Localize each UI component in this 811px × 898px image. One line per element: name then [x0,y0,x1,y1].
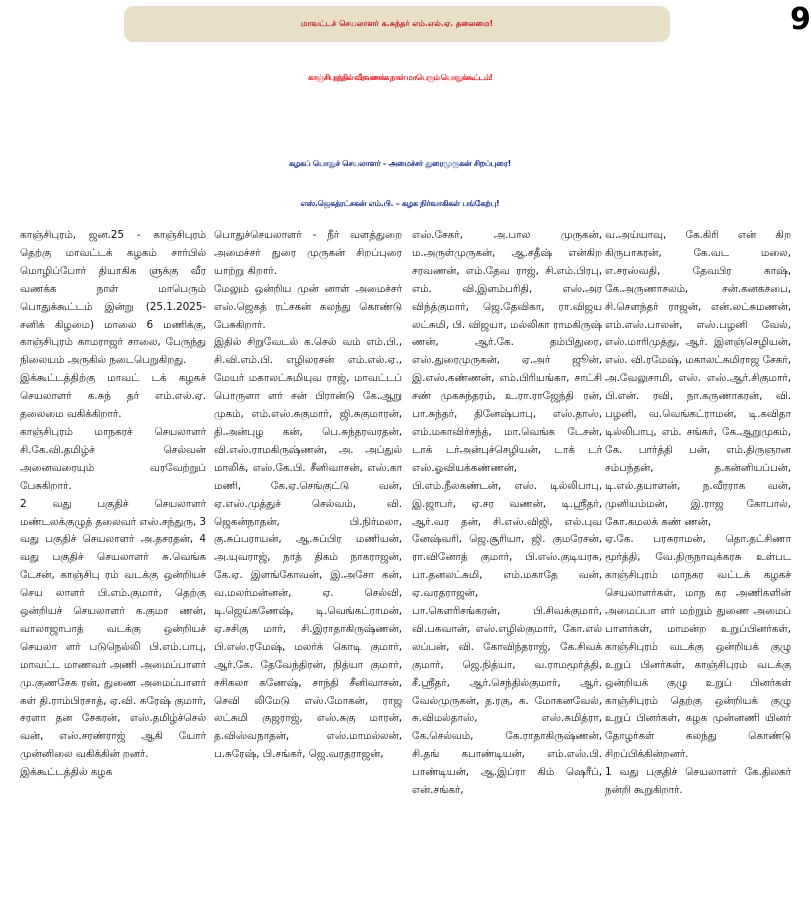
article-column-3: எஸ்.சேகர், அ.பால முருகன், ம.அருள்முருகன், ஆ.சதீஷ் என்கிற சரவணன், எம்.தேவ ராஜ், சி.எம்.பிரபு, எம். வி.இளம்பரிதி, எஸ்.அர விந்த்குமார், ஜெ.தேவிகா, ரா.விஜய லட்சுமி, பி. விஜயா, மல்லிகா ராமகிருஷ் ணன், ஆர்.கே. தம்பிதுரை, எஸ்.துரைமுருகன், ஏ.அர் ஜூன், இ.எஸ்.கண்ணன், எம்.பிரியங்கா, சாட்சி சண் முகசுந்தரம், உ.ரா.ராஜேந்தி ரன், பா.சுந்தர், தினேஷ்பாபு, எஸ்.தாஸ், எம்.மகாவிர்சந்த், மா.வெங்க டேசன், டாக் டர்அன்புச்செழியன், டாக் டர் எஸ்.ஓவியக்கண்ணன், பி.எம்.நீலகண்டன், எஸ். டில்லிபாபு, இ.ஜாபர், ஏ.சர வணன், டி.ஸ்ரீதர், ஆர்.வர தன், சி.எஸ்.விஜி, எல்.புவ னேஷ்வரி, ஜெ.சூரியா, ஜி. குமரேசன், ரா.வினோத் குமார், பி.எஸ்.குடியரசு, பா.தனலட்சுமி, எம்.மகாதே வன், ஏ.வரதராஜன், பா.கௌரிசங்கரன், பி.சிவக்குமார், வி.பகவான், எஸ்.எழில்குமார், கோ.எல் லப்பன், வி. கோவிந்தராஜ், கே.சிவக் குமார், ஜெ.நித்யா, வ.ராமமூர்த்தி, சீ.ஸ்ரீதர், ஆர்.செந்தில்குமார், ஆர். வேல்முருகன், த.ரகு, க. மோகனவேல், சு.விமல்தாஸ், எஸ்.சுமித்ரா, கே.செல்வம், கே.ராதாகிருஷ்ணன், சி.தங் கபாண்டியன், எம்.எஸ்.பி. பாண்டியன், ஆ.இப்ரா கிம் ஷெரீப், என்.சங்கர், [412,229,602,797]
kicker-banner: மாவட்டச் செயலாளர் க.சுந்தர் எம்.எல்.ஏ. தலைமை! [124,6,670,42]
headline: காஞ்சிபுரத்தில் வீரவணக்க நாள் மாபெரும் பொதுக்கூட்டம்! [307,73,493,82]
subheadline-2: எஸ்.ஜெகத்ரட்சகன் எம்.பி. – கழக நிர்வாகிகள் பங்கேற்பு! [300,199,500,208]
subheadline-1: கழகப் பொதுச் செயலாளர் - அமைச்சர் துரைமுருகன் சிறப்புரை! [288,159,512,168]
article-column-2: பொதுச்செயலாளர் - நீர் வளத்துறை அமைச்சர் துரை முருகன் சிறப்புரை யாற்று கிறார். மேலும் ஒன்றிய முன் னாள் அமைச்சர் எஸ்.ஜெகத் ரட்சகன் கலந்து கொண்டு பேசுகிறார். இதில் சிறுவேடல் க.செல் வம் எம்.பி., சி.வி.எம்.பி. எழிலரசன் எம்.எல்.ஏ., மேயர் மகாலட்சுமியுவ ராஜ், மாவட்டப் பொருளா ளர் சன் பிரான்டு கே.ஆறு முகம், எம்.எஸ்.சுகுமார், ஜி.சுகுமாரன், தி.அன்புழ கன், பெ.சுந்தரவரதன், வி.எஸ்.ராமகிருஷ்ணன், அ. அப்துல் மாலிக், எஸ்.கே.பி. சீனிவாசன், எஸ்.கா மணி, கே.ஏ.செங்குட்டு வன், ஏ.எஸ்.முத்துச் செல்வம், வி. ஜெகன்நாதன், பி.நிர்மலா, கு.சுப்பராயன், ஆ.சுப்பிர மணியன், அ.யுவராஜ், நாத் திகம் நாகராஜன், கே.ஏ. இளங்கோவன், இ.அசோ கன், வ.மலர்மன்னன், ஏ. செல்வி, டி.ஜெய்கணேஷ், டி.வெங்கட்ராமன், ஏ.சசிகு மார், சி.இராதாகிருஷ்ணன், பி.எஸ்.ரமேஷ், மலர்க் கொடி குமார், ஆர்.கே. தேவேந்திரன், நித்யா குமார், சசிகலா கணேஷ், சாந்தி சீனிவாசன், செவி லிமேடு எஸ்.மோகன், ராஜ லட்சுமி குஜராஜ், எஸ்.சுகு மாரன், த.விஸ்வநாதன், எஸ்.மாமல்லன், ப.சுரேஷ், பி.சங்கர், ஜெ.வரதராஜன், [214,229,402,761]
article-column-4: வ.அய்யாவு, கே.கிரி என் கிற கிருபாகரன், கே.வட மலை, எ.சரஸ்வதி, தேவபிர காஷ், கே.அருணாசலம், சன்.கனகசபை, சி.சௌந்தர் ராஜன், என்.லட்சுமணன், எம்.எஸ்.பாலன், எஸ்.பழனி வேல், எஸ்.மாரிமுத்து, ஆர். இளஞ்செழியன், எஸ். வி.ரமேஷ், மகாலட்சுமிராஜ சேகர், அ.வேலுசாமி, எஸ். எஸ்.ஆர்.சிகுமார், பி.என். ரவி, நா.கருணாகரன், வி. பழனி, வ.வெங்கட்ராமன், டி.கவிதா டில்லிபாபு, எம். சங்கர், கே.ஆறுமுகம், கே. பார்த்தி பன், எம்.திருஞான சம்பந்தன், த.கன்னியப்பன், டி.எல்.தயாளன், ந.வீரராக வன், முனியம்மன், இ.ராஜ கோபால், கோ.கமலக் கண் ணன், ஏ.கே. பரசுராமன், தொ.தட்சிணா மூர்த்தி, வே.திருநாவுக்கரசு உள்பட காஞ்சிபுரம் மாநகர வட்டக் கழகச் செயலாளர்கள், மாந கர அணிகளின் அமைப்பா ளர் மற்றும் துணை அமைப் பாளர்கள், மாமன்ற உறுப்பினர்கள், காஞ்சிபுரம் வடக்கு ஒன்றியக் குழு உறுப் பினர்கள், காஞ்சிபுரம் வடக்கு ஒன்றியக் குழு உறுப் பினர்கள் காஞ்சிபுரம் தெற்கு ஒன்றியக் குழு உறுப் பினர்கள், கழக முன்னணி யினர் தோழர்கள் கலந்து கொண்டு சிறப்பிக்கின்றனர். 1 வது பகுதிச் செயலாளர் கே.திலகர் நன்றி கூறுகிறார். [605,229,791,797]
article-column-1: காஞ்சிபுரம், ஜன.25 - காஞ்சிபுரம் தெற்கு மாவட்டக் கழகம் சார்பில் மொழிப்போர் தியாகிக ளுக்கு வீர வணக்க நாள் மாபெரும் பொதுக்கூட்டம் இன்று (25.1.2025-சனிக் கிழமை) மாலை 6 மணிக்கு, காஞ்சிபுரம் காமராஜர் சாலை, பேருந்து நிலையம் அருகில் நடைபெறுகிறது. இக்கூட்டத்திற்கு மாவட் டக் கழகச் செயலாளர் க.சுந் தர் எம்.எல்.ஏ. தலைமை வகிக்கிறார். காஞ்சிபுரம் மாநகரச் செயலாளர் சி.கே.வி.தமிழ்ச் செல்வன் அனைவரையும் வரவேற்றுப் பேசுகிறார். 2 வது பகுதிச் செயலாளர் மண்டலக்குழுத் தலைவர் எஸ்.சந்துரு, 3 வது பகுதிச் செயலாளர் அ.தசரதன், 4 வது பகுதிச் செயலாளர் சு.வெங்க டேசன், காஞ்சிபு ரம் வடக்கு ஒன்றியச் செய லாளர் பி.எம்.குமார், தெற்கு ஒன்றியச் செயலாளர் க.குமா ணன், வாலாஜாபாத் வடக்கு ஒன்றியச் செயலா ளர் படுநெல்லி பி.எம்.பாபு, மாவட்ட மாணவர் அணி அமைப்பாளர் மு.குணசேக ரன், துணை அமைப்பாளர் கள் தி.ராம்பிரசாத், ஏ.வி. சுரேஷ் குமார், சரளா தன சேகரன், எஸ்.தமிழ்ச்செல் வன், எஸ்.சரண்ராஜ் ஆகி யோர் முன்னிலை வகிக்கின் றனர். இக்கூட்டத்தில் கழக [20,229,206,779]
adjacent-article-fragment: 9 [790,2,811,37]
